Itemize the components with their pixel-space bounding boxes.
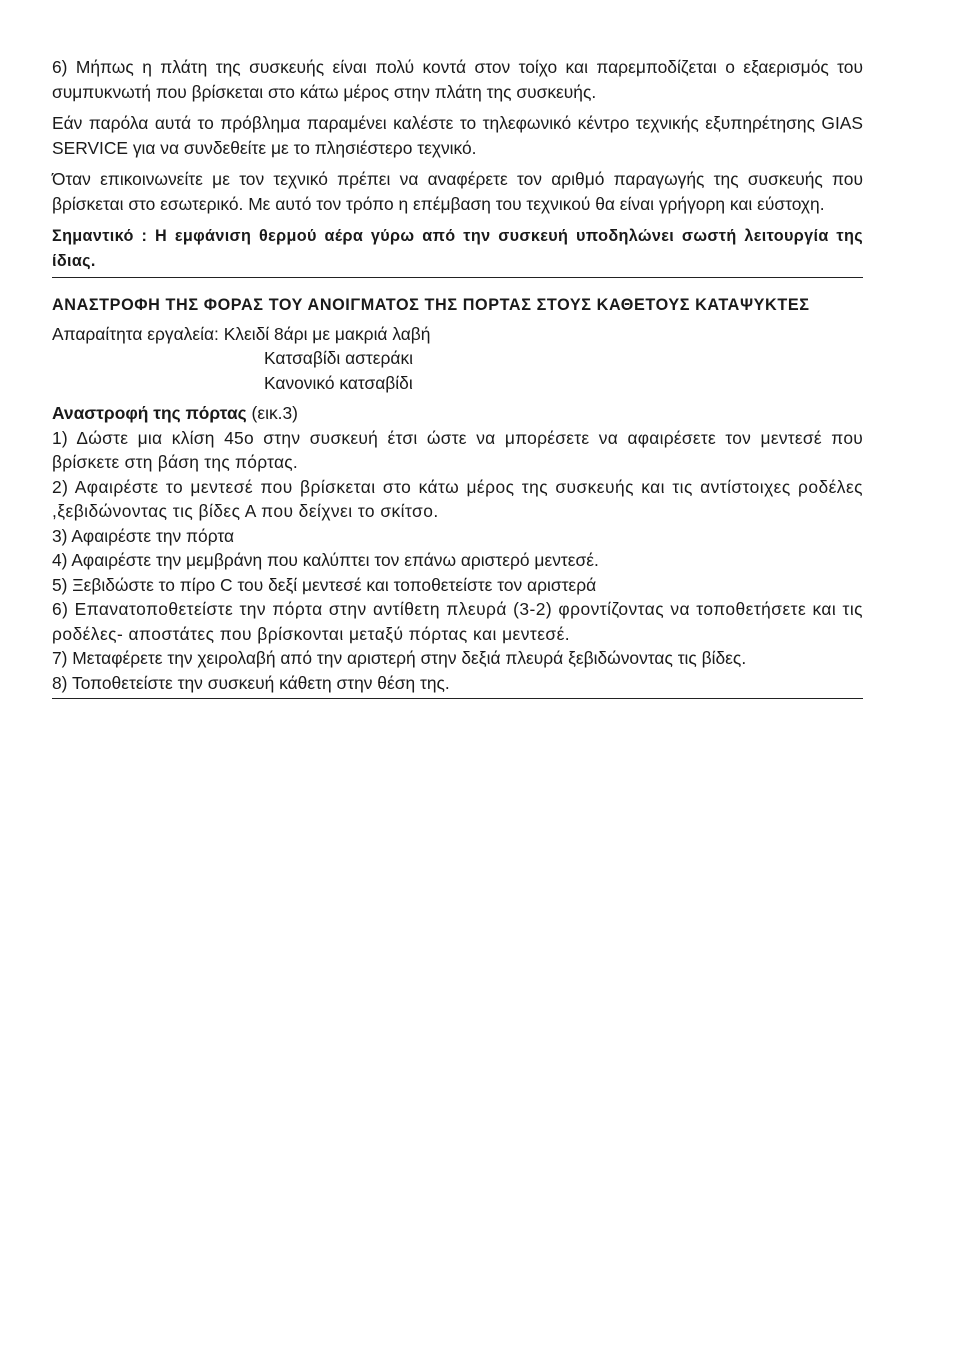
step-item: 4) Αφαιρέστε την μεμβράνη που καλύπτει τον επάνω αριστερό μεντεσέ. xyxy=(52,550,599,570)
tools-label: Απαραίτητα εργαλεία: xyxy=(52,323,219,344)
tool-item: Κανονικό κατσαβίδι xyxy=(264,372,413,393)
tools-row-3 xyxy=(52,371,863,396)
tool-item: Κλειδί 8άρι με μακριά λαβή xyxy=(223,323,431,344)
document-page xyxy=(52,55,863,699)
tool-item: Κατσαβίδι αστεράκι xyxy=(264,348,414,368)
tools-list xyxy=(52,322,863,396)
tools-row-1 xyxy=(52,322,863,347)
step-item: 8) Τοποθετείστε την συσκευή κάθετη στην θέση της. xyxy=(52,672,450,693)
tools-row-2 xyxy=(52,346,863,371)
step-item: 2) Αφαιρέστε το μεντεσέ που βρίσκεται στο κάτω μέρος της συσκευής και τις αντίστοιχες ροδέλες ,ξεβιδώνοντας τις βίδες Α που δείχνει το σκίτσο. xyxy=(52,476,863,521)
subheading-title: Αναστροφή της πόρτας xyxy=(52,403,247,423)
subheading xyxy=(52,401,863,426)
section-title: ΑΝΑΣΤΡΟΦΗ ΤΗΣ ΦΟΡΑΣ ΤΟΥ ΑΝΟΙΓΜΑΤΟΣ ΤΗΣ ΠΟΡΤΑΣ ΣΤΟΥΣ ΚΑΘΕΤΟΥΣ ΚΑΤΑΨΥΚΤΕΣ xyxy=(52,296,810,314)
divider-bottom xyxy=(52,698,863,699)
paragraph-service: Εάν παρόλα αυτά το πρόβλημα παραμένει καλέστε το τηλεφωνικό κέντρο τεχνικής εξυπηρέτησης GIAS SERVICE για να συνδεθείτε με το πλησιέστερο τεχνικό. xyxy=(52,113,863,158)
divider-top xyxy=(52,277,863,278)
important-note: Σημαντικό : Η εμφάνιση θερμού αέρα γύρω από την συσκευή υποδηλώνει σωστή λειτουργία της ίδιας. xyxy=(52,227,863,270)
paragraph-ventilation: 6) Μήπως η πλάτη της συσκευής είναι πολύ κοντά στον τοίχο και παρεμποδίζεται ο εξαερισμός του συμπυκνωτή που βρίσκεται στο κάτω μέρος στην πλάτη της συσκευής. xyxy=(52,57,863,102)
step-item: 5) Ξεβιδώστε το πίρο C του δεξί μεντεσέ και τοποθετείστε τον αριστερά xyxy=(52,574,597,595)
paragraph-contact: Όταν επικοινωνείτε με τον τεχνικό πρέπει να αναφέρετε τον αριθμό παραγωγής της συσκευής που βρίσκεται στο εσωτερικό. Με αυτό τον τρόπο η επέμβαση του τεχνικού θα είναι γρήγορη και εύστοχη. xyxy=(52,169,863,214)
steps-list xyxy=(52,426,863,696)
step-item: 1) Δώστε μια κλίση 45ο στην συσκευή έτσι ώστε να μπορέσετε να αφαιρέσετε τον μεντεσέ που βρίσκετε στη βάση της πόρτας. xyxy=(52,427,863,472)
step-item: 6) Επανατοποθετείστε την πόρτα στην αντίθετη πλευρά (3-2) φροντίζοντας να τοποθετήσετε και τις ροδέλες- αποστάτες που βρίσκονται μεταξύ πόρτας και μεντεσέ. xyxy=(52,599,863,644)
subheading-figure-ref: (εικ.3) xyxy=(246,403,298,423)
step-item: 3) Αφαιρέστε την πόρτα xyxy=(52,525,235,546)
step-item: 7) Μεταφέρετε την χειρολαβή από την αριστερή στην δεξιά πλευρά ξεβιδώνοντας τις βίδες. xyxy=(52,648,747,668)
